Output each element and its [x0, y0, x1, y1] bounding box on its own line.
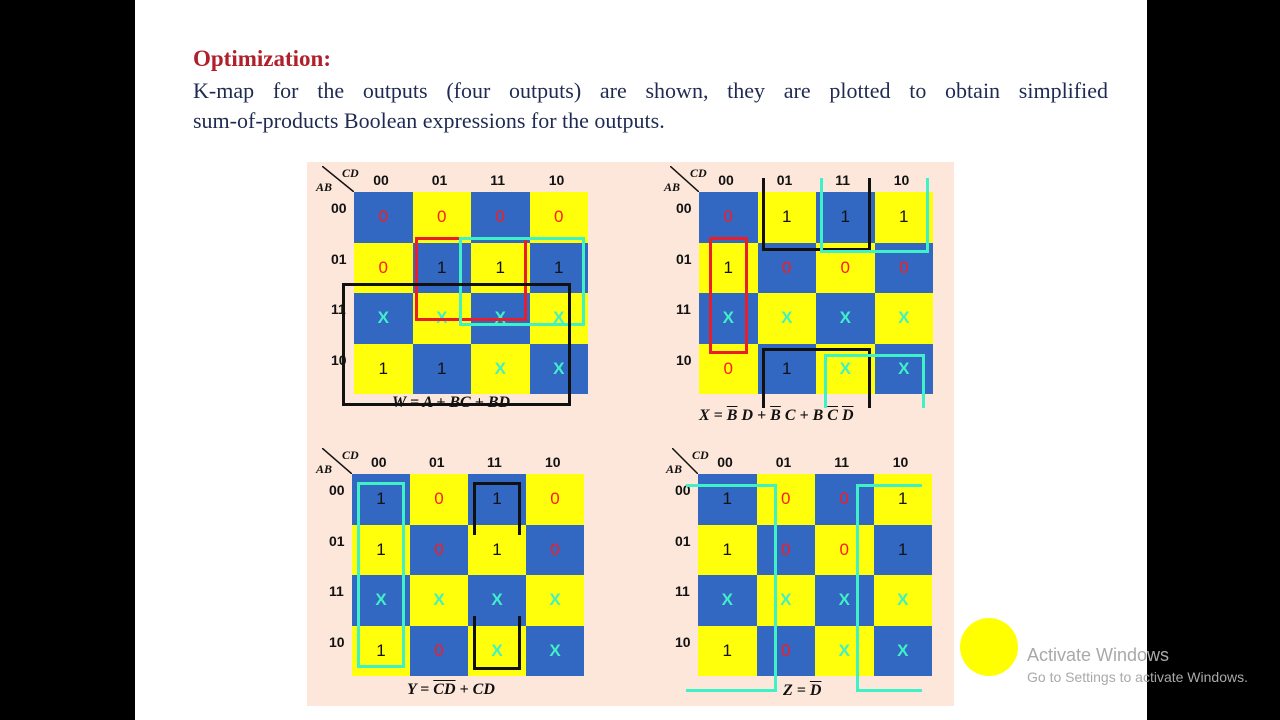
column-label: 10: [545, 454, 561, 470]
column-label: 00: [373, 172, 389, 188]
kmap-cell: X: [471, 344, 530, 395]
equation-z-part1: Z =: [783, 682, 810, 699]
kmap-cell: X: [874, 626, 933, 677]
kmap-cell: 1: [530, 243, 589, 294]
kmap-cell: X: [815, 626, 874, 677]
kmap-cell: X: [815, 575, 874, 626]
column-label: 01: [431, 172, 448, 188]
column-label: 10: [892, 454, 909, 470]
row-label: 10: [329, 633, 345, 650]
slide-title: Optimization:: [193, 46, 331, 71]
kmap-cell: 1: [698, 474, 757, 525]
kmap-cell: X: [468, 626, 526, 677]
kmap-group: [856, 484, 923, 692]
kmap-cell: 0: [758, 243, 817, 294]
column-label: 01: [775, 454, 792, 470]
kmap-cell: 0: [354, 243, 413, 294]
kmap-cell: 1: [354, 344, 413, 395]
column-label: 11: [490, 172, 506, 188]
kmap-cell: X: [468, 575, 526, 626]
kmap-cell: X: [757, 575, 816, 626]
row-label: 00: [331, 200, 347, 216]
kmap-cell: 0: [530, 192, 589, 243]
axis-label-cd: CD: [342, 448, 359, 462]
column-label: 00: [718, 172, 734, 188]
kmap-cell: 1: [352, 525, 410, 576]
equation-x-part2: $\overline{B}$: [726, 407, 738, 424]
kmap-cell: 1: [471, 243, 530, 294]
kmap-cell: 0: [699, 344, 758, 395]
axis-label-cd: CD: [342, 166, 359, 180]
kmap-cell: 1: [816, 192, 875, 243]
kmap-group: [824, 354, 925, 409]
corner-diagonal: [322, 448, 352, 474]
row-label: 11: [676, 301, 691, 317]
kmap-group: [357, 482, 405, 668]
kmap-cell: 0: [875, 243, 934, 294]
axis-label-ab: AB: [316, 180, 333, 194]
corner-diagonal: [672, 448, 698, 474]
kmap-group: [686, 484, 777, 692]
kmap-cell: X: [530, 344, 589, 395]
kmap-cell: X: [526, 575, 584, 626]
kmap-cell: 0: [699, 192, 758, 243]
kmap-cell: X: [413, 293, 472, 344]
kmap-cell: X: [526, 626, 584, 677]
slide-body-line-1: K-map for the outputs (four outputs) are shown, they are plotted to obtain simplified: [193, 78, 1108, 103]
kmap-cell: 1: [699, 243, 758, 294]
kmap-cell: 1: [468, 525, 526, 576]
kmap-cell: X: [410, 575, 468, 626]
axis-label-ab: AB: [666, 462, 683, 476]
kmap-cell: 0: [410, 626, 468, 677]
equation-x: [699, 407, 854, 425]
equation-y-part2: $\overline{CD}$: [433, 681, 456, 698]
row-label: 01: [676, 250, 692, 267]
cursor-highlight: [960, 618, 1018, 676]
kmap-group: [342, 283, 571, 406]
kmap-group: [709, 237, 748, 354]
column-label: 11: [487, 454, 502, 470]
row-label: 11: [329, 583, 344, 599]
kmap-cell: X: [354, 293, 413, 344]
equation-w-text: W = A + BC + BD: [392, 394, 511, 411]
kmap-cell: X: [471, 293, 530, 344]
kmap-cell: 0: [757, 525, 816, 576]
kmap-cell: 0: [471, 192, 530, 243]
row-label: 11: [331, 301, 346, 317]
equation-y-part1: Y =: [407, 681, 434, 698]
kmap-cell: 0: [410, 474, 468, 525]
row-label: 01: [329, 532, 345, 549]
corner-diagonal: [670, 166, 699, 192]
kmap-cell: 1: [468, 474, 526, 525]
kmap-cell: 1: [413, 344, 472, 395]
kmap-cell: 1: [698, 626, 757, 677]
column-label: 00: [717, 454, 733, 470]
equation-x-part4: $\overline{B}$: [770, 407, 781, 424]
equation-w: [392, 394, 510, 412]
axis-label-cd: CD: [692, 448, 709, 462]
equation-x-part3: D +: [741, 407, 771, 424]
equation-z: [783, 682, 821, 700]
kmap-cell: X: [816, 344, 875, 395]
equation-x-part1: X =: [699, 407, 727, 424]
row-label: 10: [331, 351, 347, 368]
column-label: 01: [429, 454, 445, 470]
kmap-cell: 1: [352, 474, 410, 525]
column-label: 10: [548, 172, 565, 188]
corner-diagonal: [322, 166, 354, 192]
kmap-cell: X: [698, 575, 757, 626]
axis-label-cd: CD: [690, 166, 707, 180]
kmap-cell: X: [875, 344, 934, 395]
axis-label-ab: AB: [664, 180, 681, 194]
row-label: 00: [329, 482, 345, 498]
kmap-group: [473, 482, 521, 535]
kmap-cell: 1: [352, 626, 410, 677]
kmap-group: [473, 616, 521, 671]
kmap-cell: 1: [874, 525, 933, 576]
kmap-cell: 0: [410, 525, 468, 576]
kmap-cell: 1: [758, 192, 817, 243]
row-label: 01: [675, 532, 691, 549]
kmap-cell: 1: [698, 525, 757, 576]
row-label: 00: [675, 482, 691, 498]
kmap-cell: 1: [758, 344, 817, 395]
activate-windows-subtitle: Go to Settings to activate Windows.: [1027, 669, 1248, 685]
row-label: 10: [675, 633, 691, 650]
kmap-figure: [307, 162, 954, 706]
kmap-cell: X: [874, 575, 933, 626]
column-label: 10: [893, 172, 910, 188]
column-label: 01: [776, 172, 793, 188]
equation-x-part7: $\overline{D}$: [841, 407, 854, 424]
kmap-cell: X: [352, 575, 410, 626]
kmap-cell: 0: [815, 474, 874, 525]
equation-y-part3: + CD: [459, 681, 495, 698]
kmap-cell: 1: [874, 474, 933, 525]
kmap-cell: 0: [816, 243, 875, 294]
kmap-cell: 1: [875, 192, 934, 243]
row-label: 11: [675, 583, 690, 599]
kmap-group: [820, 178, 929, 253]
row-label: 10: [676, 351, 692, 368]
column-label: 11: [835, 172, 851, 188]
equation-x-part5: C + B: [784, 407, 824, 424]
kmap-cell: 0: [757, 626, 816, 677]
kmap-cell: 0: [526, 525, 584, 576]
axis-label-ab: AB: [316, 462, 333, 476]
equation-y: [407, 681, 495, 699]
slide-body-line-2: sum-of-products Boolean expressions for the outputs.: [193, 108, 665, 133]
kmap-cell: X: [758, 293, 817, 344]
kmap-cell: 0: [526, 474, 584, 525]
row-label: 01: [331, 250, 347, 267]
kmap-cell: 0: [757, 474, 816, 525]
kmap-cell: 1: [413, 243, 472, 294]
activate-windows-title: Activate Windows: [1027, 645, 1170, 665]
kmap-cell: X: [530, 293, 589, 344]
row-label: 00: [676, 200, 692, 216]
kmap-cell: 0: [354, 192, 413, 243]
equation-z-part2: $\overline{D}$: [809, 682, 822, 699]
kmap-cell: X: [875, 293, 934, 344]
kmap-cell: 0: [413, 192, 472, 243]
kmap-cell: X: [699, 293, 758, 344]
column-label: 00: [371, 454, 387, 470]
kmap-cell: 0: [815, 525, 874, 576]
column-label: 11: [834, 454, 850, 470]
equation-x-part6: $\overline{C}$: [827, 407, 838, 424]
kmap-cell: X: [816, 293, 875, 344]
